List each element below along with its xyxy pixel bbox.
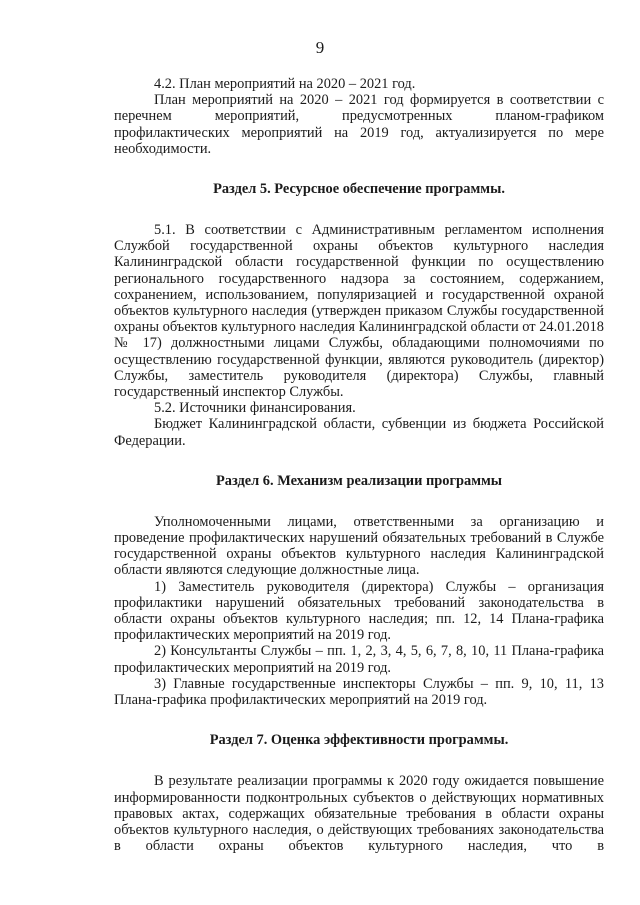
section5-funding-paragraph: Бюджет Калининградской области, субвенции из бюджета Российской Федерации. — [114, 416, 604, 449]
section6-list-item-3: 3) Главные государственные инспекторы Службы – пп. 9, 10, 11, 13 Плана-графика профилактических мероприятий на 2019 год. — [114, 675, 604, 709]
section5-item-5-1: 5.1. В соответствии с Административным регламентом исполнения Службой государственной охраны объектов культурного наследия Калининградской области государственной функции по осуществлению регионального государственного надзора за состоянием, содержанием, сохранением, использованием, популяризацией и государственной охраной объектов культурного наследия (утвержден приказом Службы государственной охраны объектов культурного наследия Калининградской области от 24.01.2018 № 17) должностными лицами Службы, обладающими полномочиями по осуществлению государственной функции, являются руководитель (директор) Службы, заместитель руководителя (директора) Службы, главный государственный инспектор Службы. — [114, 222, 604, 401]
section4-plan-paragraph: План мероприятий на 2020 – 2021 год формируется в соответствии с перечнем мероприятий, предусмотренных планом-графиком профилактических мероприятий на 2019 год, актуализируется по мере необходимости. — [114, 92, 604, 157]
section7-result-paragraph: В результате реализации программы к 2020 году ожидается повышение информированности подконтрольных субъектов о действующих нормативных правовых актах, содержащих обязательные требования в области охраны объектов культурного наследия, о действующих требованиях законодательства в области охраны объектов культурного наследия, что в — [114, 773, 604, 855]
section6-intro-paragraph: Уполномоченными лицами, ответственными за организацию и проведение профилактических нарушений обязательных требований в Службе государственной охраны объектов культурного наследия Калининградской области являются следующие должностные лица. — [114, 513, 604, 579]
page-content — [114, 76, 604, 854]
section5-item-5-2: 5.2. Источники финансирования. — [154, 400, 356, 417]
page-number: 9 — [315, 38, 325, 57]
section6-list-item-1: 1) Заместитель руководителя (директора) Службы – организация профилактики нарушений обязательных требований законодательства в области охраны объектов культурного наследия; пп. 12, 14 Плана-графика профилактических мероприятий на 2019 год. — [114, 578, 604, 644]
section6-list-item-2: 2) Консультанты Службы – пп. 1, 2, 3, 4, 5, 6, 7, 8, 10, 11 Плана-графика профилактических мероприятий на 2019 год. — [114, 643, 604, 676]
section7-heading: Раздел 7. Оценка эффективности программы. — [209, 732, 509, 749]
section4-item-4-2: 4.2. План мероприятий на 2020 – 2021 год. — [154, 76, 416, 92]
section6-heading: Раздел 6. Механизм реализации программы — [215, 472, 503, 489]
section5-heading: Раздел 5. Ресурсное обеспечение программы. — [213, 181, 505, 198]
